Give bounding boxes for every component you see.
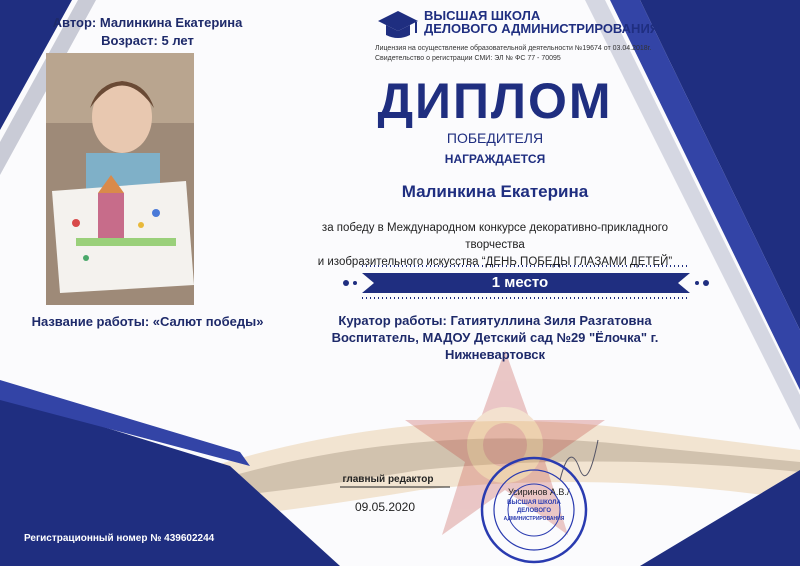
license-line: Лицензия на осуществление образовательной деятельности №19674 от 03.04.2018г.	[375, 45, 652, 52]
diploma-title: ДИПЛОМ	[377, 73, 613, 129]
official-stamp	[478, 454, 590, 566]
award-description-line1: за победу в Международном конкурсе декоративно-прикладного творчества	[321, 222, 669, 251]
license-text	[375, 44, 651, 64]
artwork-title: Название работы: «Салют победы»	[31, 314, 264, 329]
svg-text:АДМИНИСТРИРОВАНИЯ: АДМИНИСТРИРОВАНИЯ	[503, 516, 565, 522]
issue-date: 09.05.2020	[354, 500, 416, 514]
curator-line3: Нижневартовск	[444, 347, 546, 362]
curator-line2: Воспитатель, МАДОУ Детский сад №29 "Ёлочка" г.	[331, 330, 659, 345]
place-label: 1 место	[491, 274, 549, 291]
author-age: Возраст: 5 лет	[101, 33, 194, 48]
school-name	[424, 9, 659, 35]
curator-line1: Куратор работы: Гатиятуллина Зиля Разгатовна	[338, 313, 652, 328]
artwork-photo	[46, 53, 194, 305]
registration-line: Свидетельство о регистрации СМИ: ЭЛ № ФС 77 - 70095	[375, 55, 561, 62]
graduation-cap-icon	[376, 9, 420, 41]
svg-text:ВЫСШАЯ ШКОЛА: ВЫСШАЯ ШКОЛА	[507, 500, 561, 506]
curator-info	[300, 312, 690, 363]
svg-text:ДЕЛОВОГО: ДЕЛОВОГО	[517, 508, 551, 514]
school-name-line2: ДЕЛОВОГО АДМИНИСТРИРОВАНИЯ	[424, 21, 660, 36]
photo-illustration	[46, 53, 194, 305]
school-name-line1: ВЫСШАЯ ШКОЛА	[424, 8, 541, 23]
awarded-label: НАГРАЖДАЕТСЯ	[444, 152, 546, 166]
winner-name: Малинкина Екатерина	[401, 182, 589, 201]
award-description	[300, 220, 690, 271]
editor-role: главный редактор	[342, 474, 434, 485]
registration-number: Регистрационный номер № 439602244	[24, 533, 215, 544]
diploma-subtitle: ПОБЕДИТЕЛЯ	[446, 130, 544, 146]
award-description-line2: и изобразительного искусства “ДЕНЬ ПОБЕДЫ ГЛАЗАМИ ДЕТЕЙ”	[317, 256, 673, 268]
signatory-name: Усиринов А.В./	[508, 487, 570, 497]
author-name: Автор: Малинкина Екатерина	[52, 15, 243, 30]
